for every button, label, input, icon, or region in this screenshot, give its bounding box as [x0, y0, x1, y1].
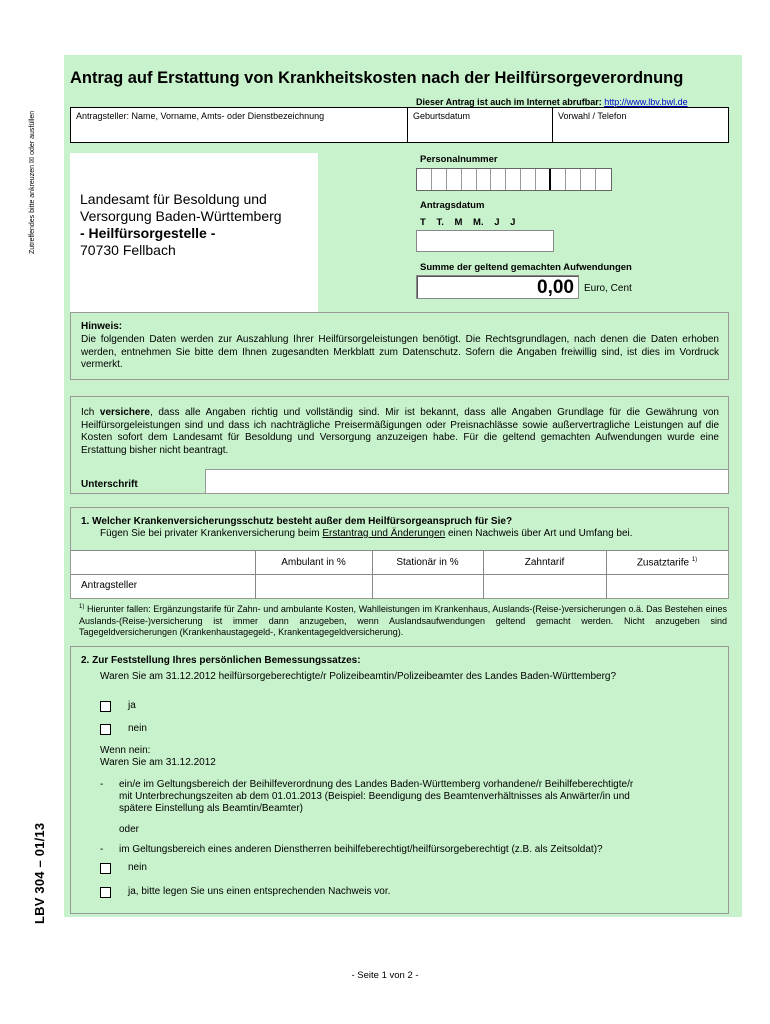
or-label: oder — [119, 824, 140, 835]
sum-input[interactable] — [416, 275, 579, 299]
internet-note — [416, 97, 688, 107]
column-zusatztarife — [606, 557, 728, 568]
footnote-mark: 1) — [691, 557, 698, 563]
hint-heading: Hinweis: — [81, 321, 123, 332]
personal-number-label: Personalnummer — [420, 154, 498, 165]
column-stationaer: Stationär in % — [396, 557, 459, 568]
pn-digit — [521, 169, 536, 190]
section-1-subtext — [100, 528, 633, 541]
birthdate-field[interactable] — [408, 108, 553, 142]
pn-digit — [447, 169, 462, 190]
section-1-sub-b: einen Nachweis über Art und Umfang bei. — [445, 528, 633, 539]
signature-label: Unterschrift — [81, 479, 138, 490]
column-zusatztarife-label: Zusatztarife — [636, 557, 690, 569]
assurance-panel — [70, 396, 729, 494]
input-stationaer[interactable] — [373, 575, 483, 599]
form-number-text: LBV 304 – 01/13 — [32, 822, 47, 924]
pn-digit — [477, 169, 492, 190]
sum-value: 0,00 — [537, 277, 574, 298]
pn-digit — [491, 169, 506, 190]
section-2-panel — [70, 646, 729, 914]
signature-field[interactable] — [205, 469, 728, 493]
application-date-label: Antragsdatum — [420, 200, 485, 211]
row-applicant-label: Antragsteller — [81, 580, 138, 591]
section-1-panel — [70, 507, 729, 599]
address-line-4: 70730 Fellbach — [80, 242, 176, 258]
if-no-heading: Wenn nein: — [100, 745, 151, 756]
checkbox-yes-label: ja — [128, 700, 136, 711]
insurance-table — [71, 550, 728, 598]
pn-digit — [536, 169, 551, 190]
input-ambulant[interactable] — [256, 575, 372, 599]
pn-digit — [596, 169, 611, 190]
application-date-format: T T. M M. J J — [420, 217, 516, 228]
assurance-emphasis: versichere — [99, 407, 150, 418]
hint-panel — [70, 312, 729, 380]
option-1-line-1: ein/e im Geltungsbereich der Beihilfeverordnung des Landes Baden-Württemberg vorhandene/r Beihilfeberechtigte/r — [119, 779, 634, 790]
application-date-input[interactable] — [416, 230, 554, 252]
assurance-text — [81, 407, 719, 457]
checkbox-no-label: nein — [128, 723, 147, 734]
option-2-question: im Geltungsbereich eines anderen Dienstherren beihilfeberechtigt/heilfürsorgeberechtigt (z.B. als Zeitsoldat)? — [119, 844, 603, 855]
checkbox-opt2-no[interactable] — [100, 863, 111, 874]
hint-text: Die folgenden Daten werden zur Auszahlung Ihrer Heilfürsorgeleistungen benötigt. Die Rechtsgrundlagen, nach denen die Daten erhoben werden, entnehmen Sie bitte dem Ihnen zugesandten Merkblatt zum Datenschutz. Sofern die Angaben freiwillig sind, ist dies im Vordruck vermerkt. — [81, 334, 719, 371]
sum-label: Summe der geltend gemachten Aufwendungen — [420, 262, 632, 273]
pn-digit — [551, 169, 566, 190]
column-zahntarif: Zahntarif — [524, 557, 565, 568]
footnote-text-mark: 1) — [79, 604, 85, 610]
footnote-body: Hierunter fallen: Ergänzungstarife für Zahn- und ambulante Kosten, Wahlleistungen im Krankenhaus, Auslands-(Reise-)versicherungen o.ä. Das Bestehen eines Auslands-(Reise-)versicherung ist immer dann anzugeben, wenn Auslandsaufwendungen geltend gemacht werden. Nicht anzugeben sind Tagegeldversicherungen (Krankenhaustagegeld-, Krankentagegeldversicherung). — [79, 604, 727, 637]
option-1-line-2: mit Unterbrechungszeiten ab dem 01.01.2013 (Beispiel: Beendigung des Beamtenverhältnisses als Anwärter/in und — [119, 791, 630, 802]
personal-number-input[interactable] — [416, 168, 612, 191]
recipient-address — [70, 153, 318, 313]
sum-unit: Euro, Cent — [584, 283, 632, 294]
checkbox-no[interactable] — [100, 724, 111, 735]
section-2-heading: 2. Zur Feststellung Ihres persönlichen Bemessungssatzes: — [81, 655, 361, 666]
checkbox-opt2-yes[interactable] — [100, 887, 111, 898]
pn-digit — [566, 169, 581, 190]
internet-link[interactable]: http://www.lbv.bwl.de — [604, 97, 688, 107]
section-2-question: Waren Sie am 31.12.2012 heilfürsorgeberechtigte/r Polizeibeamtin/Polizeibeamter des Landes Baden-Württemberg? — [100, 671, 617, 682]
section-1-sub-underlined: Erstantrag und Änderungen — [322, 528, 446, 539]
pn-digit — [432, 169, 447, 190]
assurance-prefix: Ich — [81, 407, 100, 418]
form-number — [30, 808, 60, 948]
applicant-name-field[interactable] — [71, 108, 408, 142]
checkbox-yes[interactable] — [100, 701, 111, 712]
dash-marker: - — [100, 779, 104, 790]
birthdate-label: Geburtsdatum — [413, 111, 471, 121]
address-line-2: Versorgung Baden-Württemberg — [80, 208, 282, 224]
column-ambulant: Ambulant in % — [281, 557, 346, 568]
applicant-name-label: Antragsteller: Name, Vorname, Amts- oder Dienstbezeichnung — [76, 111, 325, 121]
pn-digit — [462, 169, 477, 190]
form-title: Antrag auf Erstattung von Krankheitskosten nach der Heilfürsorgeverordnung — [70, 69, 684, 87]
page-footer: - Seite 1 von 2 - — [351, 970, 419, 981]
dash-marker: - — [100, 844, 104, 855]
form-sheet — [64, 55, 742, 917]
address-line-3: - Heilfürsorgestelle - — [80, 225, 216, 241]
phone-label: Vorwahl / Telefon — [558, 111, 627, 121]
pn-digit — [506, 169, 521, 190]
footnote-text — [79, 602, 727, 639]
internet-note-text: Dieser Antrag ist auch im Internet abrufbar: — [416, 97, 602, 107]
input-zahntarif[interactable] — [484, 575, 606, 599]
pn-digit — [417, 169, 432, 190]
if-no-question: Waren Sie am 31.12.2012 — [100, 757, 216, 768]
applicant-row — [70, 107, 729, 143]
assurance-body: , dass alle Angaben richtig und vollständig sind. Mir ist bekannt, dass alle Angaben Grundlage für die Gewährung von Heilfürsorgeleistungen sind und dass ich nachträgliche Preisermäßigungen oder Preisnachlässe sowie außervertragliche Leistungen auf die Kosten sofort dem Landesamt für Besoldung und Versorgung anzuzeigen habe. Für die geltend gemachten Aufwendungen wurde eine Erstattung bisher nicht beantragt. — [81, 407, 719, 456]
phone-field[interactable] — [553, 108, 728, 142]
address-line-1: Landesamt für Besoldung und — [80, 191, 267, 207]
pn-digit — [581, 169, 596, 190]
option-1-line-3: spätere Einstellung als Beamtin/Beamter) — [119, 803, 303, 814]
side-instruction-text: Zutreffendes bitte ankreuzen ☒ oder ausfüllen — [29, 110, 36, 254]
side-instruction — [26, 64, 40, 264]
input-zusatztarife[interactable] — [607, 575, 728, 599]
section-1-heading: 1. Welcher Krankenversicherungsschutz besteht außer dem Heilfürsorgeanspruch für Sie? — [81, 516, 513, 527]
checkbox-opt2-yes-label: ja, bitte legen Sie uns einen entsprechenden Nachweis vor. — [128, 886, 391, 897]
checkbox-opt2-no-label: nein — [128, 862, 147, 873]
section-1-sub-a: Fügen Sie bei privater Krankenversicherung beim — [100, 528, 323, 539]
